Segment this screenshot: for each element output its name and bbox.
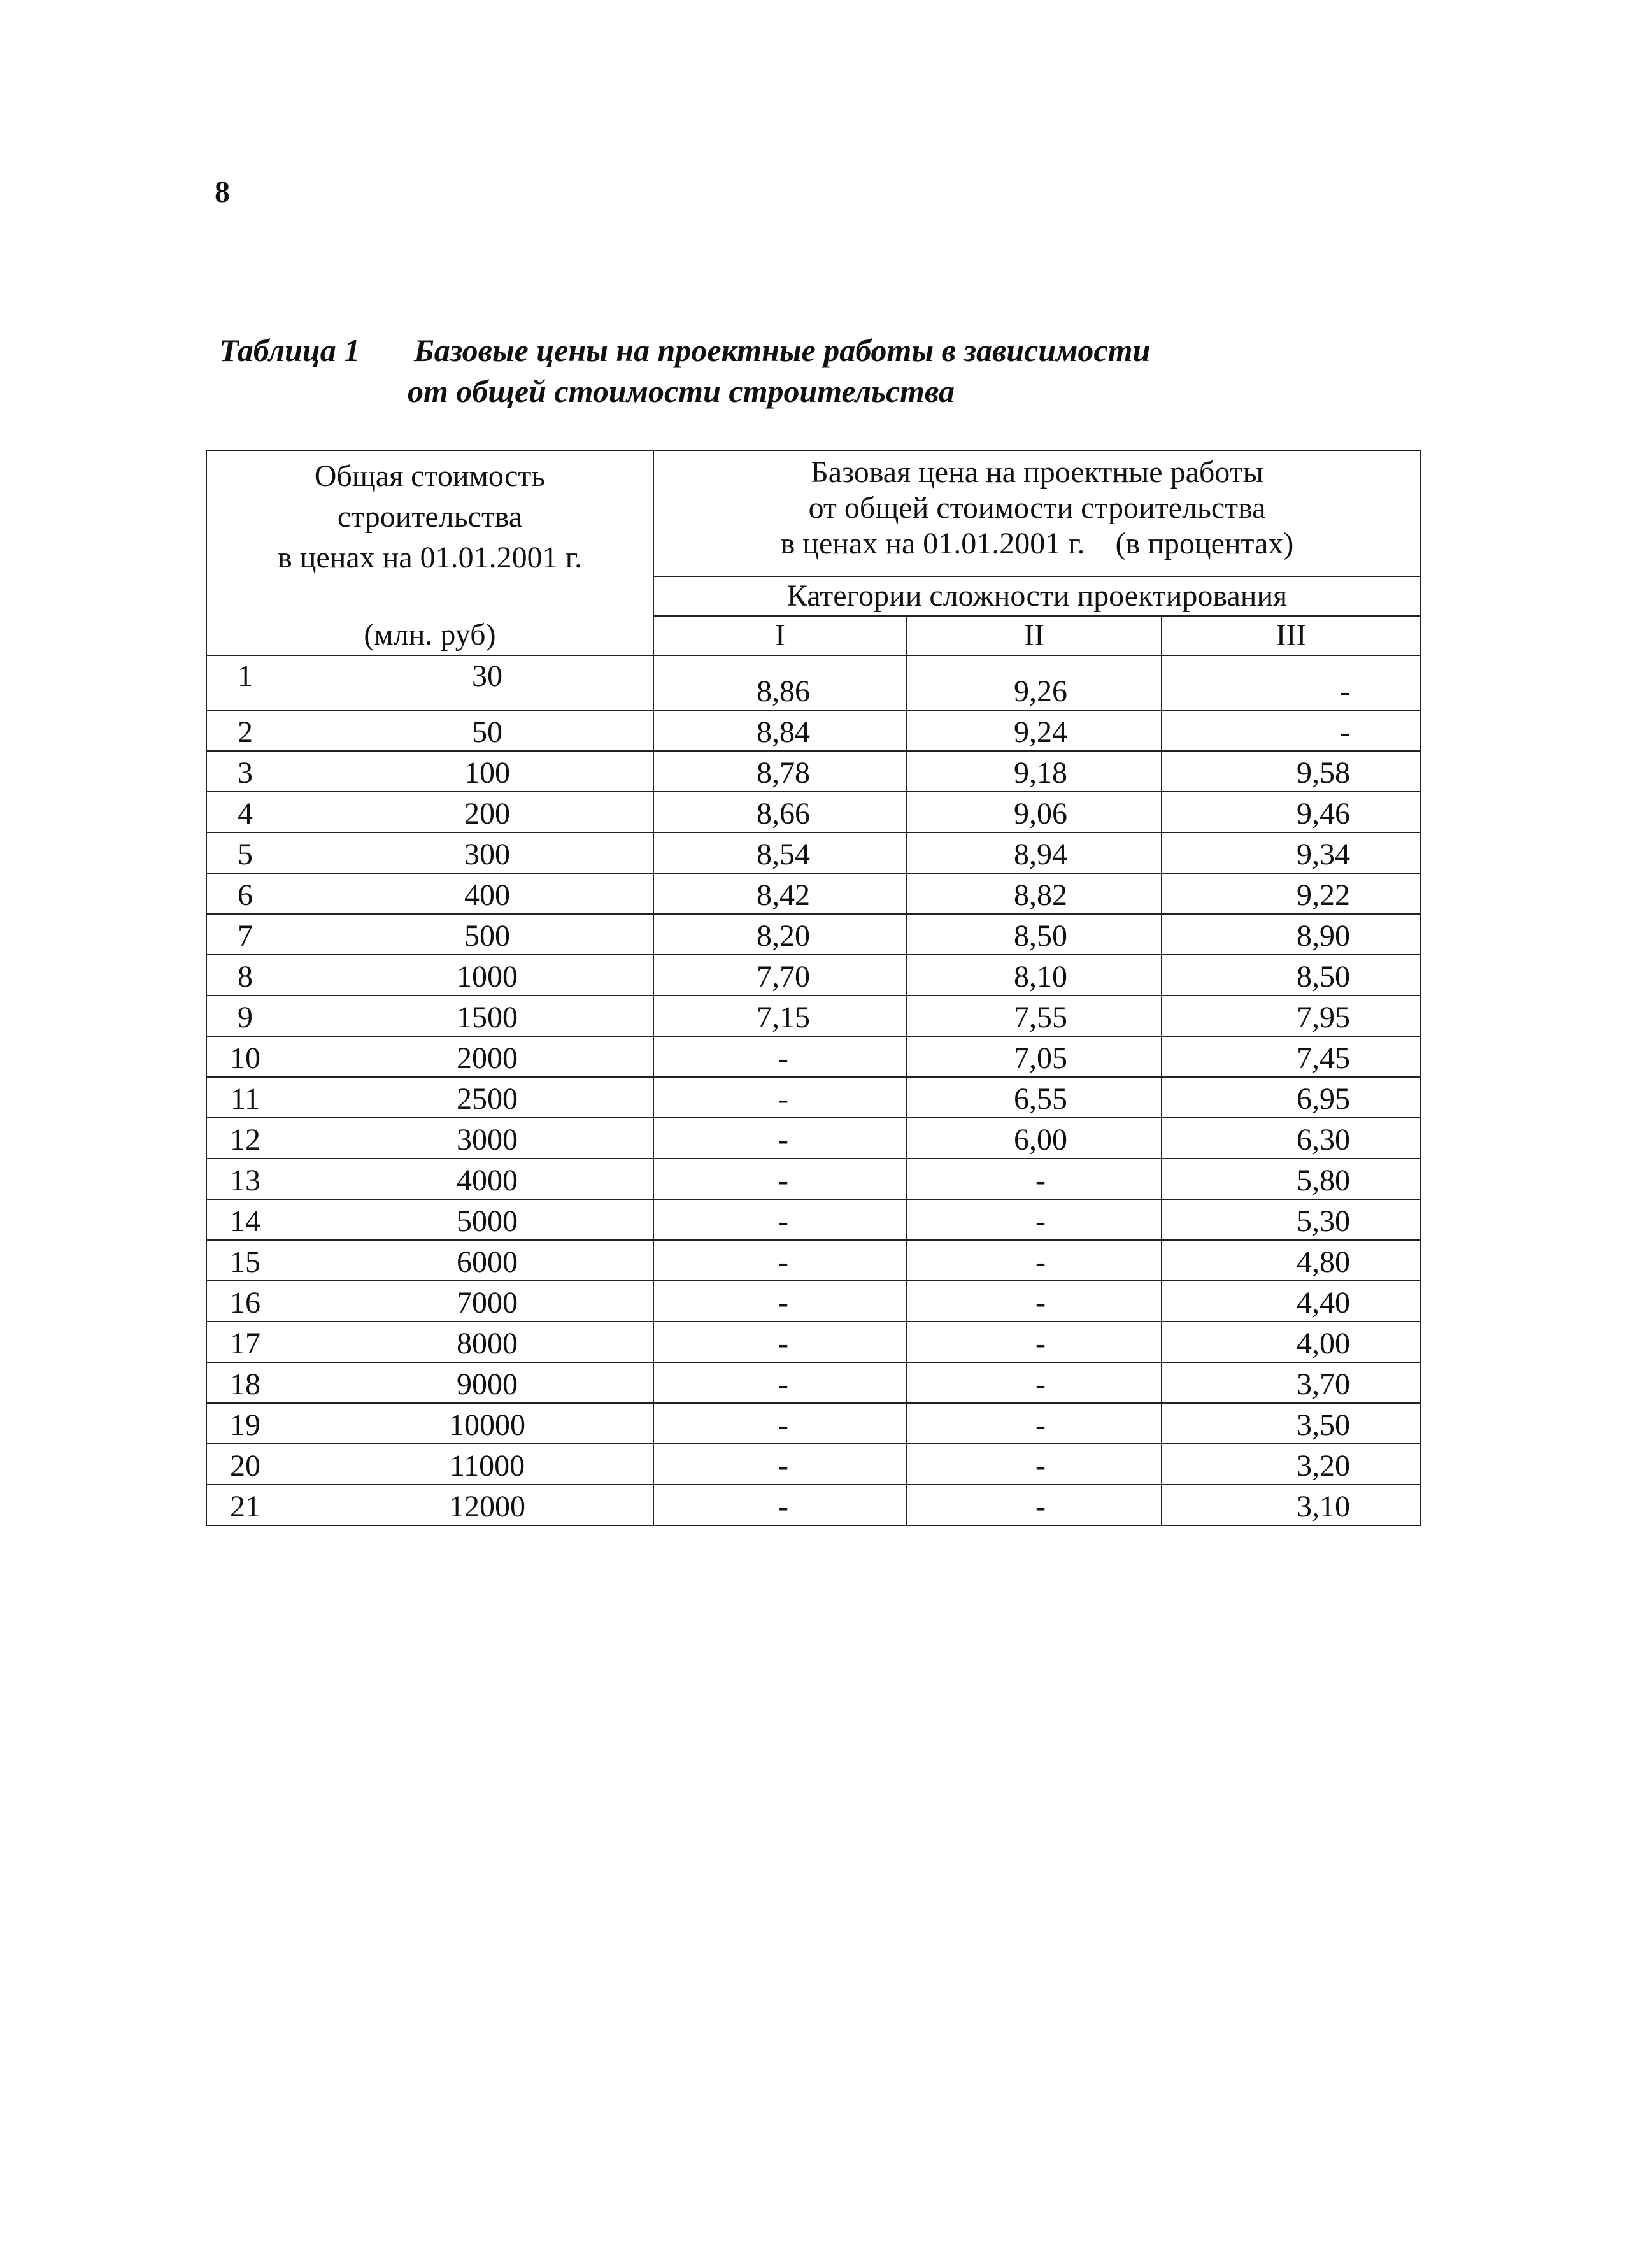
cost-cell: [206, 1199, 653, 1240]
price-category-1: -: [653, 1036, 907, 1077]
price-category-1: -: [653, 1322, 907, 1362]
construction-cost: 1500: [457, 1001, 518, 1034]
construction-cost: 300: [464, 838, 510, 871]
price-category-1: -: [653, 1281, 907, 1322]
construction-cost: 400: [464, 878, 510, 912]
row-number: 2: [238, 715, 253, 749]
price-category-1: 8,78: [653, 751, 907, 792]
table-row: [206, 1403, 1421, 1444]
header-cost-cell: [206, 450, 653, 655]
cost-cell: [206, 710, 653, 751]
cost-cell: [206, 1485, 653, 1525]
price-category-1: -: [653, 1199, 907, 1240]
price-category-1: -: [653, 1240, 907, 1281]
header-cost-line-3: в ценах на 01.01.2001 г.: [278, 541, 582, 574]
price-category-3: 3,50: [1162, 1403, 1421, 1444]
price-category-3: 5,80: [1162, 1159, 1421, 1199]
construction-cost: 12000: [449, 1490, 525, 1523]
price-category-3: 7,95: [1162, 995, 1421, 1036]
table-row: [206, 1322, 1421, 1362]
price-category-2: 6,00: [907, 1118, 1162, 1159]
construction-cost: 1000: [457, 960, 518, 994]
row-number: 18: [230, 1367, 260, 1401]
construction-cost: 5000: [457, 1204, 518, 1238]
price-category-2: 8,94: [907, 832, 1162, 873]
table-row: [206, 1199, 1421, 1240]
row-number: 19: [230, 1408, 260, 1442]
price-category-1: 7,70: [653, 955, 907, 995]
price-category-3: 3,70: [1162, 1362, 1421, 1403]
price-category-1: -: [653, 1485, 907, 1525]
row-number: 3: [238, 756, 253, 790]
cost-cell: [206, 655, 653, 710]
construction-cost: 7000: [457, 1286, 518, 1320]
row-number: 20: [230, 1449, 260, 1483]
table-row: [206, 655, 1421, 710]
cost-cell: [206, 1240, 653, 1281]
price-category-3: 3,20: [1162, 1444, 1421, 1485]
cost-cell: [206, 1281, 653, 1322]
price-category-2: 8,10: [907, 955, 1162, 995]
table-row: [206, 1036, 1421, 1077]
cost-cell: [206, 1403, 653, 1444]
row-number: 10: [230, 1041, 260, 1075]
header-price-line-1: Базовая цена на проектные работы: [811, 455, 1263, 489]
construction-cost: 4000: [457, 1164, 518, 1197]
price-table: [206, 450, 1421, 1526]
row-number: 8: [238, 960, 253, 994]
table-row: [206, 1281, 1421, 1322]
table-row: [206, 832, 1421, 873]
price-category-2: -: [907, 1199, 1162, 1240]
row-number: 9: [238, 1001, 253, 1034]
header-cost-unit: (млн. руб): [364, 618, 496, 652]
row-number: 13: [230, 1164, 260, 1197]
row-number: 6: [238, 878, 253, 912]
price-category-3: 9,34: [1162, 832, 1421, 873]
table-row: [206, 1444, 1421, 1485]
cost-cell: [206, 1036, 653, 1077]
table-row: [206, 1485, 1421, 1525]
construction-cost: 100: [464, 756, 510, 790]
price-category-1: 8,86: [653, 655, 907, 710]
table-row: [206, 751, 1421, 792]
table-row: [206, 995, 1421, 1036]
price-category-3: 8,90: [1162, 914, 1421, 955]
table-row: [206, 1077, 1421, 1118]
construction-cost: 500: [464, 919, 510, 953]
price-category-2: 9,24: [907, 710, 1162, 751]
price-category-3: -: [1162, 655, 1421, 710]
table-title-line-1: Базовые цены на проектные работы в зависимости: [414, 332, 1151, 368]
price-category-2: 9,06: [907, 792, 1162, 832]
price-category-1: -: [653, 1118, 907, 1159]
table-row: [206, 873, 1421, 914]
table-row: [206, 1159, 1421, 1199]
table-row: [206, 710, 1421, 751]
row-number: 16: [230, 1286, 260, 1320]
cost-cell: [206, 1118, 653, 1159]
price-category-3: 9,58: [1162, 751, 1421, 792]
header-category-2: II: [907, 616, 1162, 655]
price-category-1: -: [653, 1159, 907, 1199]
row-number: 5: [238, 838, 253, 871]
price-category-3: 6,30: [1162, 1118, 1421, 1159]
price-category-1: 8,54: [653, 832, 907, 873]
price-category-3: 6,95: [1162, 1077, 1421, 1118]
price-category-1: 8,42: [653, 873, 907, 914]
price-category-2: -: [907, 1362, 1162, 1403]
table-row: [206, 1240, 1421, 1281]
price-category-3: 7,45: [1162, 1036, 1421, 1077]
construction-cost: 2500: [457, 1082, 518, 1116]
price-category-1: -: [653, 1444, 907, 1485]
price-category-2: -: [907, 1444, 1162, 1485]
cost-cell: [206, 873, 653, 914]
construction-cost: 50: [472, 715, 502, 749]
price-category-2: 9,18: [907, 751, 1162, 792]
row-number: 14: [230, 1204, 260, 1238]
price-category-2: 7,05: [907, 1036, 1162, 1077]
cost-cell: [206, 751, 653, 792]
row-number: 1: [238, 659, 253, 693]
row-number: 15: [230, 1245, 260, 1279]
construction-cost: 30: [472, 659, 502, 693]
price-category-2: 6,55: [907, 1077, 1162, 1118]
construction-cost: 200: [464, 797, 510, 831]
cost-cell: [206, 1159, 653, 1199]
header-price-cell: [653, 450, 1421, 576]
price-category-1: -: [653, 1362, 907, 1403]
header-cost-line-2: строительства: [337, 500, 523, 534]
cost-cell: [206, 792, 653, 832]
price-category-1: -: [653, 1077, 907, 1118]
row-number: 7: [238, 919, 253, 953]
price-category-2: -: [907, 1159, 1162, 1199]
price-category-2: -: [907, 1403, 1162, 1444]
cost-cell: [206, 1322, 653, 1362]
cost-cell: [206, 1362, 653, 1403]
construction-cost: 2000: [457, 1041, 518, 1075]
table-row: [206, 792, 1421, 832]
construction-cost: 3000: [457, 1123, 518, 1157]
price-category-3: 4,80: [1162, 1240, 1421, 1281]
price-category-2: -: [907, 1240, 1162, 1281]
table-title-line-2: от общей стоимости строительства: [408, 373, 955, 409]
cost-cell: [206, 832, 653, 873]
table-row: [206, 1118, 1421, 1159]
price-category-2: 8,50: [907, 914, 1162, 955]
price-category-3: 4,40: [1162, 1281, 1421, 1322]
construction-cost: 9000: [457, 1367, 518, 1401]
construction-cost: 11000: [449, 1449, 525, 1483]
price-category-2: 7,55: [907, 995, 1162, 1036]
price-category-3: -: [1162, 710, 1421, 751]
row-number: 21: [230, 1490, 260, 1523]
price-category-2: -: [907, 1322, 1162, 1362]
table-row: [206, 914, 1421, 955]
page-number: 8: [215, 175, 230, 209]
cost-cell: [206, 995, 653, 1036]
price-category-1: 8,20: [653, 914, 907, 955]
price-category-1: 8,66: [653, 792, 907, 832]
price-category-1: 7,15: [653, 995, 907, 1036]
header-cost-line-1: Общая стоимость: [314, 459, 546, 493]
row-number: 12: [230, 1123, 260, 1157]
row-number: 17: [230, 1327, 260, 1360]
cost-cell: [206, 955, 653, 995]
price-category-3: 9,22: [1162, 873, 1421, 914]
cost-cell: [206, 914, 653, 955]
header-category-1: I: [653, 616, 907, 655]
header-price-line-2: от общей стоимости строительства: [808, 491, 1266, 525]
row-number: 4: [238, 797, 253, 831]
row-number: 11: [230, 1082, 260, 1116]
price-category-1: -: [653, 1403, 907, 1444]
price-category-3: 3,10: [1162, 1485, 1421, 1525]
table-label: Таблица 1: [219, 332, 360, 368]
construction-cost: 10000: [449, 1408, 525, 1442]
price-category-2: -: [907, 1485, 1162, 1525]
table-row: [206, 1362, 1421, 1403]
price-category-1: 8,84: [653, 710, 907, 751]
header-row-1: [206, 450, 1421, 576]
construction-cost: 8000: [457, 1327, 518, 1360]
header-categories-cell: Категории сложности проектирования: [653, 576, 1421, 616]
price-category-2: -: [907, 1281, 1162, 1322]
header-category-3: III: [1162, 616, 1421, 655]
price-category-3: 5,30: [1162, 1199, 1421, 1240]
price-category-3: 4,00: [1162, 1322, 1421, 1362]
price-category-3: 9,46: [1162, 792, 1421, 832]
table-row: [206, 955, 1421, 995]
construction-cost: 6000: [457, 1245, 518, 1279]
cost-cell: [206, 1444, 653, 1485]
price-category-2: 8,82: [907, 873, 1162, 914]
price-category-3: 8,50: [1162, 955, 1421, 995]
header-price-line-3: в ценах на 01.01.2001 г. (в процентах): [780, 527, 1294, 560]
price-category-2: 9,26: [907, 655, 1162, 710]
cost-cell: [206, 1077, 653, 1118]
